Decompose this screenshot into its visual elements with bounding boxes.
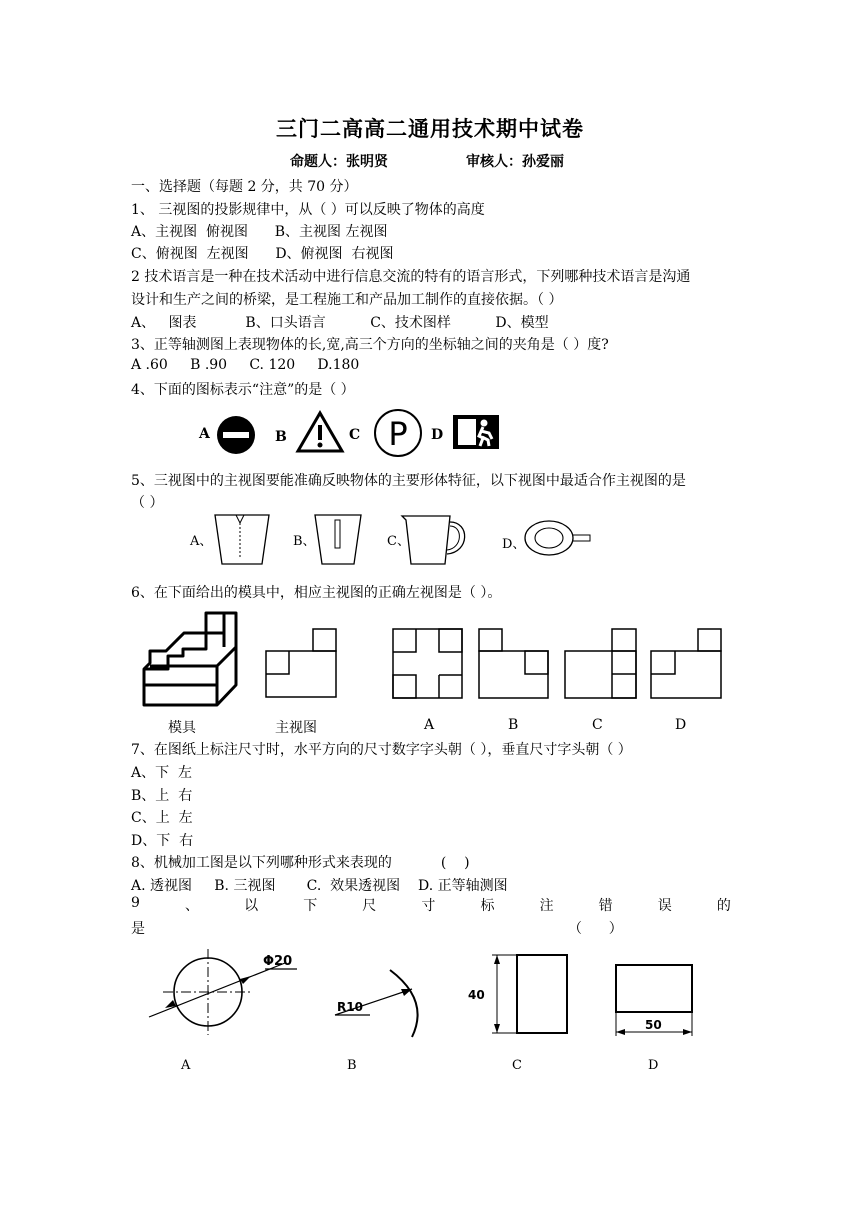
q5-label-a: A、 xyxy=(190,534,213,549)
q9-token: 、 xyxy=(185,898,200,914)
main-view-figure xyxy=(264,627,340,699)
q6-stem: 6、在下面给出的模具中，相应主视图的正确左视图是（ ）。 xyxy=(131,585,502,601)
q1-stem: 1、 三视图的投影规律中，从（ ）可以反映了物体的高度 xyxy=(131,202,485,218)
q9-caption-b: B xyxy=(347,1058,357,1073)
section-heading: 一、选择题（每题 2 分，共 70 分） xyxy=(131,179,358,195)
q7-option-b: B、上 右 xyxy=(131,788,193,804)
option-b-figure xyxy=(477,627,551,701)
q9-token: 以 xyxy=(244,898,259,914)
q9-token: 误 xyxy=(657,898,672,914)
q9-token: 注 xyxy=(539,898,554,914)
q2-stem-1: 2 技术语言是一种在技术活动中进行信息交流的特有的语言形式，下列哪种技术语言是沟通 xyxy=(131,269,691,285)
q9-caption-d: D xyxy=(648,1058,659,1073)
option-c-figure xyxy=(563,627,639,701)
q5-stem-1: 5、三视图中的主视图要能准确反映物体的主要形体特征，以下视图中最适合作主视图的是 xyxy=(131,473,686,489)
q6-caption-c: C xyxy=(592,717,603,733)
warning-triangle-icon xyxy=(295,410,345,454)
q4-stem: 4、下面的图标表示“注意”的是（ ） xyxy=(131,382,355,398)
q6-caption-b: B xyxy=(508,717,519,733)
option-d-figure xyxy=(649,627,723,701)
q4-label-d: D xyxy=(431,427,444,443)
dim-label-a: Φ20 xyxy=(263,954,293,969)
q9-token: 标 xyxy=(480,898,495,914)
q6-caption-mold: 模具 xyxy=(168,720,196,736)
q4-label-a: A xyxy=(199,426,210,442)
cup-view-b-icon xyxy=(312,512,364,567)
q9-token: 尺 xyxy=(362,898,377,914)
q2-stem-2: 设计和生产之间的桥梁，是工程施工和产品加工制作的直接依据。（ ） xyxy=(131,292,563,308)
reviewer: 审核人：孙爱丽 xyxy=(466,154,564,170)
q9-token: 错 xyxy=(598,898,613,914)
q4-label-b: B xyxy=(275,429,287,445)
author: 命题人：张明贤 xyxy=(290,154,388,170)
q7-option-d: D、下 右 xyxy=(131,833,194,849)
q9-stem-2: 是 xyxy=(131,921,145,937)
q9-caption-a: A xyxy=(181,1058,191,1073)
q2-options: A、 图表 B、口头语言 C、技术图样 D、模型 xyxy=(131,315,549,331)
q9-token: 的 xyxy=(716,898,731,914)
q6-caption-a: A xyxy=(424,717,435,733)
parking-sign-letter: P xyxy=(388,415,408,453)
q3-options: A .60 B .90 C. 120 D.180 xyxy=(131,357,360,373)
dim-label-b: R10 xyxy=(337,1000,363,1014)
q5-stem-2: （ ） xyxy=(131,495,164,511)
q8-options: A. 透视图 B. 三视图 C. 效果透视图 D. 正等轴测图 xyxy=(131,878,508,894)
q6-caption-d: D xyxy=(675,717,687,733)
q9-caption-c: C xyxy=(512,1058,522,1073)
q6-caption-main: 主视图 xyxy=(275,720,317,736)
q9-stem xyxy=(131,895,731,915)
no-entry-sign-icon xyxy=(216,415,258,455)
dim-figure-b xyxy=(330,965,430,1040)
dim-label-c: 40 xyxy=(468,988,485,1002)
q9-token: 9 xyxy=(131,895,140,911)
cup-view-d-icon xyxy=(522,518,592,558)
q1-options-1: A、主视图 俯视图 B、主视图 左视图 xyxy=(131,224,388,240)
dim-label-d: 50 xyxy=(645,1018,662,1032)
dim-figure-c xyxy=(462,948,574,1038)
option-a-figure xyxy=(391,627,465,701)
q1-options-2: C、俯视图 左视图 D、俯视图 右视图 xyxy=(131,246,394,262)
q3-stem: 3、正等轴测图上表现物体的长,宽,高三个方向的坐标轴之间的夹角是（ ）度? xyxy=(131,337,609,353)
q4-label-c: C xyxy=(349,427,361,443)
q5-label-b: B、 xyxy=(293,534,316,549)
cup-view-a-icon xyxy=(212,512,272,567)
mold-isometric-figure xyxy=(140,607,244,709)
page-title: 三门二高高二通用技术期中试卷 xyxy=(276,116,584,141)
emergency-exit-icon xyxy=(452,414,500,450)
q9-token: 寸 xyxy=(421,898,436,914)
q7-option-a: A、下 左 xyxy=(131,765,193,781)
q8-stem: 8、机械加工图是以下列哪种形式来表现的 ( ) xyxy=(131,855,470,871)
q9-answer-paren: （ ） xyxy=(568,921,623,937)
parking-sign-icon xyxy=(371,408,425,458)
q5-label-c: C、 xyxy=(387,534,410,549)
q7-option-c: C、上 左 xyxy=(131,810,193,826)
cup-view-c-icon xyxy=(400,512,472,567)
q9-token: 下 xyxy=(303,898,318,914)
dim-figure-d xyxy=(612,960,698,1040)
dim-figure-a xyxy=(145,945,305,1040)
q5-label-d: D、 xyxy=(502,537,526,552)
q7-stem: 7、在图纸上标注尺寸时，水平方向的尺寸数字字头朝（ ），垂直尺寸字头朝（ ） xyxy=(131,742,632,758)
